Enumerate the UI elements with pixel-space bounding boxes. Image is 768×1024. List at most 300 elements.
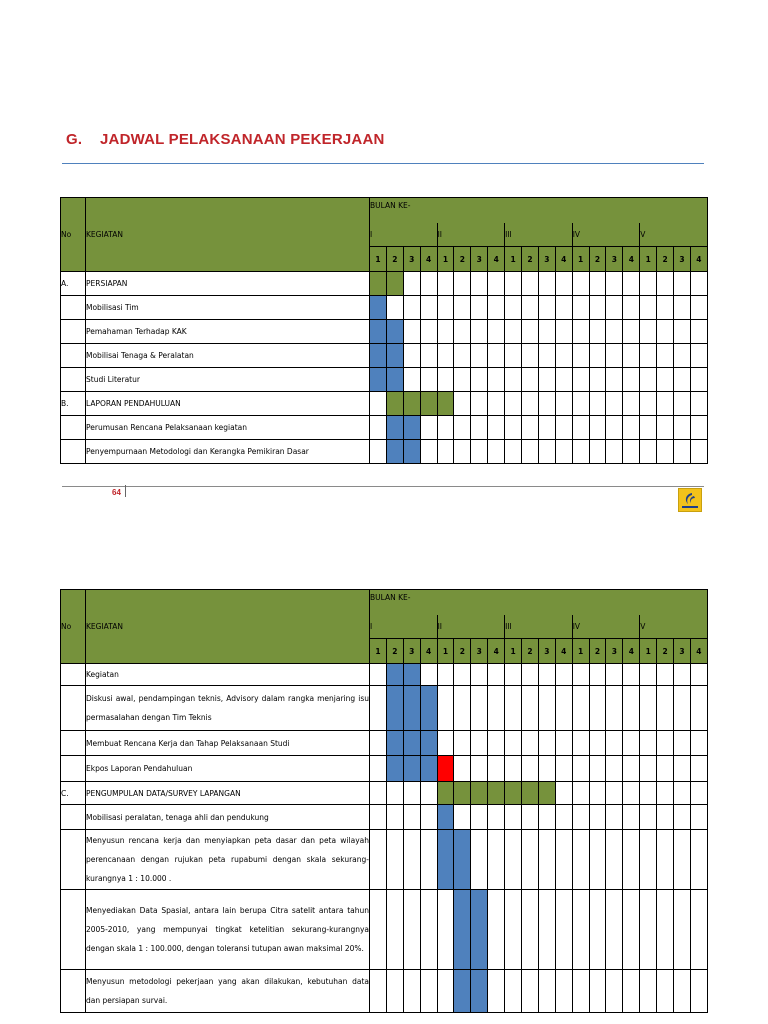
schedule-cell bbox=[555, 296, 572, 320]
schedule-cell bbox=[522, 416, 539, 440]
schedule-cell bbox=[690, 782, 707, 805]
schedule-cell bbox=[454, 805, 471, 830]
schedule-cell bbox=[690, 344, 707, 368]
schedule-cell bbox=[572, 272, 589, 296]
schedule-cell bbox=[403, 830, 420, 890]
schedule-cell bbox=[386, 890, 403, 970]
schedule-bar bbox=[437, 782, 454, 805]
schedule-cell bbox=[471, 830, 488, 890]
schedule-cell bbox=[640, 344, 657, 368]
schedule-cell bbox=[690, 731, 707, 756]
schedule-cell bbox=[572, 368, 589, 392]
schedule-cell bbox=[674, 368, 691, 392]
schedule-cell bbox=[538, 830, 555, 890]
header-month-5: V bbox=[640, 223, 708, 247]
schedule-cell bbox=[454, 664, 471, 686]
table-row bbox=[61, 440, 708, 464]
header-week-5-2: 2 bbox=[657, 639, 674, 664]
schedule-cell bbox=[657, 392, 674, 416]
schedule-cell bbox=[488, 368, 505, 392]
schedule-cell bbox=[522, 392, 539, 416]
schedule-cell bbox=[690, 970, 707, 1013]
schedule-cell bbox=[471, 272, 488, 296]
schedule-bar bbox=[386, 368, 403, 392]
header-week-3-2: 2 bbox=[522, 247, 539, 272]
schedule-cell bbox=[437, 664, 454, 686]
schedule-cell bbox=[370, 782, 387, 805]
table-row bbox=[61, 805, 708, 830]
schedule-cell bbox=[555, 782, 572, 805]
table-row bbox=[61, 664, 708, 686]
header-week-2-2: 2 bbox=[454, 639, 471, 664]
schedule-cell bbox=[606, 970, 623, 1013]
schedule-cell bbox=[589, 756, 606, 782]
schedule-bar bbox=[370, 296, 387, 320]
table-row bbox=[61, 368, 708, 392]
header-week-3-2: 2 bbox=[522, 639, 539, 664]
schedule-cell bbox=[488, 392, 505, 416]
schedule-cell bbox=[522, 756, 539, 782]
header-month-2: II bbox=[437, 223, 505, 247]
schedule-cell bbox=[437, 970, 454, 1013]
schedule-cell bbox=[505, 368, 522, 392]
schedule-cell bbox=[555, 320, 572, 344]
schedule-bar bbox=[403, 756, 420, 782]
activity-label: Membuat Rencana Kerja dan Tahap Pelaksanaan Studi bbox=[86, 731, 370, 756]
schedule-cell bbox=[370, 890, 387, 970]
schedule-cell bbox=[454, 368, 471, 392]
row-number: B. bbox=[61, 392, 86, 416]
schedule-cell bbox=[674, 344, 691, 368]
schedule-cell bbox=[538, 805, 555, 830]
schedule-cell bbox=[522, 890, 539, 970]
schedule-cell bbox=[606, 296, 623, 320]
schedule-cell bbox=[454, 296, 471, 320]
schedule-cell bbox=[454, 731, 471, 756]
schedule-cell bbox=[606, 805, 623, 830]
schedule-cell bbox=[640, 664, 657, 686]
schedule-cell bbox=[555, 686, 572, 731]
schedule-cell bbox=[674, 686, 691, 731]
schedule-cell bbox=[606, 782, 623, 805]
schedule-cell bbox=[488, 296, 505, 320]
header-no: No bbox=[61, 198, 86, 272]
schedule-cell bbox=[471, 368, 488, 392]
schedule-cell bbox=[572, 805, 589, 830]
schedule-cell bbox=[370, 805, 387, 830]
header-week-4-1: 1 bbox=[572, 247, 589, 272]
schedule-cell bbox=[589, 368, 606, 392]
header-bulan: BULAN KE- bbox=[370, 198, 708, 223]
schedule-cell bbox=[606, 320, 623, 344]
header-week-1-3: 3 bbox=[403, 247, 420, 272]
header-week-4-4: 4 bbox=[623, 247, 640, 272]
table-row bbox=[61, 756, 708, 782]
schedule-cell bbox=[690, 830, 707, 890]
schedule-bar bbox=[386, 272, 403, 296]
row-number bbox=[61, 731, 86, 756]
schedule-bar bbox=[370, 320, 387, 344]
schedule-cell bbox=[522, 686, 539, 731]
schedule-cell bbox=[589, 805, 606, 830]
schedule-cell bbox=[437, 416, 454, 440]
schedule-cell bbox=[471, 686, 488, 731]
schedule-cell bbox=[538, 296, 555, 320]
schedule-cell bbox=[437, 272, 454, 296]
schedule-cell bbox=[606, 686, 623, 731]
schedule-cell bbox=[471, 392, 488, 416]
schedule-cell bbox=[674, 320, 691, 344]
schedule-cell bbox=[657, 970, 674, 1013]
schedule-cell bbox=[471, 731, 488, 756]
header-week-3-4: 4 bbox=[555, 247, 572, 272]
schedule-cell bbox=[690, 890, 707, 970]
row-number bbox=[61, 805, 86, 830]
schedule-cell bbox=[538, 731, 555, 756]
schedule-cell bbox=[623, 440, 640, 464]
schedule-cell bbox=[538, 344, 555, 368]
header-month-3: III bbox=[505, 615, 573, 639]
header-week-1-4: 4 bbox=[420, 639, 437, 664]
schedule-cell bbox=[370, 392, 387, 416]
page-number-separator bbox=[125, 485, 126, 497]
activity-label: Menyusun metodologi pekerjaan yang akan dilakukan, kebutuhan data dan persiapan survai. bbox=[86, 970, 370, 1013]
schedule-cell bbox=[538, 416, 555, 440]
schedule-cell bbox=[437, 320, 454, 344]
header-week-3-1: 1 bbox=[505, 639, 522, 664]
schedule-cell bbox=[505, 296, 522, 320]
row-number: C. bbox=[61, 782, 86, 805]
schedule-cell bbox=[471, 664, 488, 686]
row-number bbox=[61, 416, 86, 440]
schedule-cell bbox=[454, 392, 471, 416]
schedule-cell bbox=[420, 805, 437, 830]
schedule-cell bbox=[572, 344, 589, 368]
schedule-cell bbox=[657, 805, 674, 830]
schedule-cell bbox=[623, 416, 640, 440]
schedule-cell bbox=[403, 890, 420, 970]
schedule-cell bbox=[657, 686, 674, 731]
schedule-cell bbox=[505, 272, 522, 296]
schedule-cell bbox=[640, 296, 657, 320]
schedule-cell bbox=[522, 830, 539, 890]
header-week-1-2: 2 bbox=[386, 247, 403, 272]
table-row bbox=[61, 782, 708, 805]
schedule-cell bbox=[471, 320, 488, 344]
header-week-4-3: 3 bbox=[606, 247, 623, 272]
schedule-cell bbox=[606, 416, 623, 440]
schedule-cell bbox=[640, 416, 657, 440]
schedule-cell bbox=[370, 970, 387, 1013]
schedule-cell bbox=[657, 782, 674, 805]
schedule-bar bbox=[386, 416, 403, 440]
row-number bbox=[61, 344, 86, 368]
schedule-cell bbox=[657, 368, 674, 392]
schedule-cell bbox=[657, 830, 674, 890]
schedule-cell bbox=[522, 320, 539, 344]
schedule-cell bbox=[522, 296, 539, 320]
header-no: No bbox=[61, 590, 86, 664]
schedule-cell bbox=[572, 392, 589, 416]
schedule-cell bbox=[386, 296, 403, 320]
schedule-cell bbox=[420, 344, 437, 368]
schedule-cell bbox=[555, 731, 572, 756]
schedule-bar bbox=[538, 782, 555, 805]
schedule-cell bbox=[589, 830, 606, 890]
schedule-cell bbox=[437, 890, 454, 970]
schedule-bar bbox=[386, 392, 403, 416]
schedule-cell bbox=[505, 344, 522, 368]
header-week-2-4: 4 bbox=[488, 639, 505, 664]
header-week-1-2: 2 bbox=[386, 639, 403, 664]
schedule-cell bbox=[555, 272, 572, 296]
schedule-cell bbox=[623, 830, 640, 890]
header-month-5: V bbox=[640, 615, 708, 639]
schedule-cell bbox=[690, 686, 707, 731]
schedule-cell bbox=[555, 830, 572, 890]
schedule-cell bbox=[690, 440, 707, 464]
schedule-cell bbox=[640, 756, 657, 782]
schedule-cell bbox=[538, 686, 555, 731]
schedule-cell bbox=[623, 805, 640, 830]
schedule-cell bbox=[606, 890, 623, 970]
schedule-cell bbox=[370, 440, 387, 464]
schedule-cell bbox=[437, 296, 454, 320]
schedule-cell bbox=[454, 272, 471, 296]
schedule-cell bbox=[606, 440, 623, 464]
schedule-cell bbox=[454, 416, 471, 440]
row-number bbox=[61, 830, 86, 890]
schedule-cell bbox=[522, 805, 539, 830]
schedule-cell bbox=[690, 368, 707, 392]
schedule-bar bbox=[403, 392, 420, 416]
header-week-1-3: 3 bbox=[403, 639, 420, 664]
table-row bbox=[61, 970, 708, 1013]
schedule-cell bbox=[555, 970, 572, 1013]
schedule-bar bbox=[370, 272, 387, 296]
activity-label: Mobilisai Tenaga & Peralatan bbox=[86, 344, 370, 368]
schedule-cell bbox=[471, 440, 488, 464]
schedule-cell bbox=[674, 830, 691, 890]
activity-label: PENGUMPULAN DATA/SURVEY LAPANGAN bbox=[86, 782, 370, 805]
activity-label: Pemahaman Terhadap KAK bbox=[86, 320, 370, 344]
header-week-4-4: 4 bbox=[623, 639, 640, 664]
schedule-cell bbox=[403, 782, 420, 805]
schedule-cell bbox=[454, 344, 471, 368]
header-week-2-1: 1 bbox=[437, 639, 454, 664]
schedule-cell bbox=[690, 392, 707, 416]
schedule-cell bbox=[589, 296, 606, 320]
schedule-cell bbox=[640, 320, 657, 344]
schedule-cell bbox=[657, 416, 674, 440]
schedule-cell bbox=[640, 368, 657, 392]
schedule-cell bbox=[640, 782, 657, 805]
schedule-cell bbox=[690, 320, 707, 344]
header-month-1: I bbox=[370, 615, 438, 639]
activity-label: LAPORAN PENDAHULUAN bbox=[86, 392, 370, 416]
table-row bbox=[61, 686, 708, 731]
schedule-cell bbox=[623, 970, 640, 1013]
header-week-5-4: 4 bbox=[690, 247, 707, 272]
schedule-cell bbox=[505, 440, 522, 464]
schedule-cell bbox=[437, 686, 454, 731]
schedule-cell bbox=[505, 890, 522, 970]
schedule-cell bbox=[623, 890, 640, 970]
schedule-cell bbox=[488, 805, 505, 830]
schedule-bar bbox=[420, 686, 437, 731]
schedule-cell bbox=[657, 272, 674, 296]
schedule-cell bbox=[589, 782, 606, 805]
schedule-cell bbox=[403, 320, 420, 344]
schedule-cell bbox=[488, 440, 505, 464]
schedule-bar bbox=[403, 440, 420, 464]
activity-label: Diskusi awal, pendampingan teknis, Advisory dalam rangka menjaring isu permasalahan dengan Tim Teknis bbox=[86, 686, 370, 731]
schedule-cell bbox=[555, 805, 572, 830]
schedule-cell bbox=[471, 296, 488, 320]
schedule-cell bbox=[555, 392, 572, 416]
activity-label: Ekpos Laporan Pendahuluan bbox=[86, 756, 370, 782]
header-week-2-4: 4 bbox=[488, 247, 505, 272]
header-kegiatan: KEGIATAN bbox=[86, 590, 370, 664]
schedule-cell bbox=[640, 272, 657, 296]
schedule-cell bbox=[623, 664, 640, 686]
schedule-cell bbox=[674, 272, 691, 296]
header-week-3-1: 1 bbox=[505, 247, 522, 272]
schedule-cell bbox=[572, 296, 589, 320]
schedule-cell bbox=[370, 664, 387, 686]
schedule-cell bbox=[420, 782, 437, 805]
schedule-cell bbox=[370, 731, 387, 756]
schedule-bar bbox=[488, 782, 505, 805]
activity-label: Menyusun rencana kerja dan menyiapkan peta dasar dan peta wilayah perencanaan dengan rujukan peta rupabumi dengan skala sekurang-kurangnya 1 : 10.000 . bbox=[86, 830, 370, 890]
schedule-cell bbox=[471, 344, 488, 368]
schedule-cell bbox=[403, 272, 420, 296]
header-week-5-3: 3 bbox=[674, 247, 691, 272]
schedule-cell bbox=[386, 782, 403, 805]
schedule-cell bbox=[420, 320, 437, 344]
schedule-cell bbox=[488, 416, 505, 440]
schedule-cell bbox=[589, 320, 606, 344]
header-month-2: II bbox=[437, 615, 505, 639]
row-number bbox=[61, 664, 86, 686]
header-week-2-3: 3 bbox=[471, 639, 488, 664]
schedule-bar bbox=[437, 392, 454, 416]
company-logo-icon bbox=[678, 488, 702, 512]
schedule-cell bbox=[437, 344, 454, 368]
schedule-cell bbox=[623, 392, 640, 416]
header-month-1: I bbox=[370, 223, 438, 247]
activity-label: PERSIAPAN bbox=[86, 272, 370, 296]
schedule-cell bbox=[420, 416, 437, 440]
schedule-cell bbox=[640, 890, 657, 970]
row-number bbox=[61, 890, 86, 970]
schedule-bar bbox=[454, 782, 471, 805]
activity-label: Menyediakan Data Spasial, antara lain berupa Citra satelit antara tahun 2005-2010, yang mempunyai tingkat ketelitian sekurang-kurangnya dengan skala 1 : 100.000, dengan toleransi tutupan awan maksimal 20%. bbox=[86, 890, 370, 970]
table-row bbox=[61, 830, 708, 890]
section-letter: G. bbox=[66, 131, 83, 148]
footer-divider bbox=[62, 486, 704, 487]
schedule-cell bbox=[454, 756, 471, 782]
schedule-bar bbox=[403, 686, 420, 731]
schedule-bar bbox=[420, 756, 437, 782]
schedule-cell bbox=[589, 970, 606, 1013]
schedule-cell bbox=[555, 416, 572, 440]
schedule-cell bbox=[572, 731, 589, 756]
schedule-bar bbox=[386, 731, 403, 756]
section-heading bbox=[66, 131, 385, 148]
schedule-cell bbox=[454, 686, 471, 731]
schedule-bar bbox=[505, 782, 522, 805]
schedule-cell bbox=[538, 756, 555, 782]
schedule-bar bbox=[403, 416, 420, 440]
schedule-table-page-2 bbox=[60, 589, 708, 1013]
schedule-cell bbox=[606, 392, 623, 416]
row-number bbox=[61, 756, 86, 782]
schedule-cell bbox=[505, 416, 522, 440]
schedule-bar bbox=[420, 731, 437, 756]
schedule-cell bbox=[522, 664, 539, 686]
schedule-cell bbox=[437, 440, 454, 464]
header-week-5-1: 1 bbox=[640, 639, 657, 664]
schedule-cell bbox=[420, 830, 437, 890]
schedule-bar bbox=[386, 686, 403, 731]
schedule-cell bbox=[589, 890, 606, 970]
header-bulan: BULAN KE- bbox=[370, 590, 708, 615]
schedule-cell bbox=[488, 344, 505, 368]
schedule-cell bbox=[403, 368, 420, 392]
schedule-cell bbox=[420, 664, 437, 686]
schedule-cell bbox=[522, 970, 539, 1013]
schedule-bar bbox=[386, 440, 403, 464]
schedule-cell bbox=[555, 756, 572, 782]
table-row bbox=[61, 416, 708, 440]
header-week-1-1: 1 bbox=[370, 247, 387, 272]
schedule-cell bbox=[522, 344, 539, 368]
schedule-cell bbox=[555, 368, 572, 392]
schedule-cell bbox=[657, 296, 674, 320]
schedule-cell bbox=[606, 756, 623, 782]
schedule-cell bbox=[420, 272, 437, 296]
schedule-cell bbox=[538, 392, 555, 416]
page-number: 64 bbox=[112, 488, 121, 497]
schedule-cell bbox=[657, 890, 674, 970]
table-row bbox=[61, 296, 708, 320]
header-week-1-1: 1 bbox=[370, 639, 387, 664]
schedule-cell bbox=[606, 830, 623, 890]
header-week-4-3: 3 bbox=[606, 639, 623, 664]
schedule-cell bbox=[420, 440, 437, 464]
header-week-5-4: 4 bbox=[690, 639, 707, 664]
row-number bbox=[61, 296, 86, 320]
schedule-cell bbox=[690, 272, 707, 296]
activity-label: Penyempurnaan Metodologi dan Kerangka Pemikiran Dasar bbox=[86, 440, 370, 464]
schedule-cell bbox=[538, 440, 555, 464]
header-week-4-1: 1 bbox=[572, 639, 589, 664]
schedule-cell bbox=[623, 296, 640, 320]
schedule-bar bbox=[420, 392, 437, 416]
schedule-cell bbox=[572, 890, 589, 970]
schedule-cell bbox=[657, 756, 674, 782]
schedule-cell bbox=[640, 830, 657, 890]
header-week-5-2: 2 bbox=[657, 247, 674, 272]
schedule-cell bbox=[505, 830, 522, 890]
schedule-cell bbox=[488, 970, 505, 1013]
header-week-2-1: 1 bbox=[437, 247, 454, 272]
schedule-cell bbox=[674, 731, 691, 756]
schedule-cell bbox=[640, 392, 657, 416]
schedule-cell bbox=[488, 664, 505, 686]
schedule-bar bbox=[437, 830, 454, 890]
